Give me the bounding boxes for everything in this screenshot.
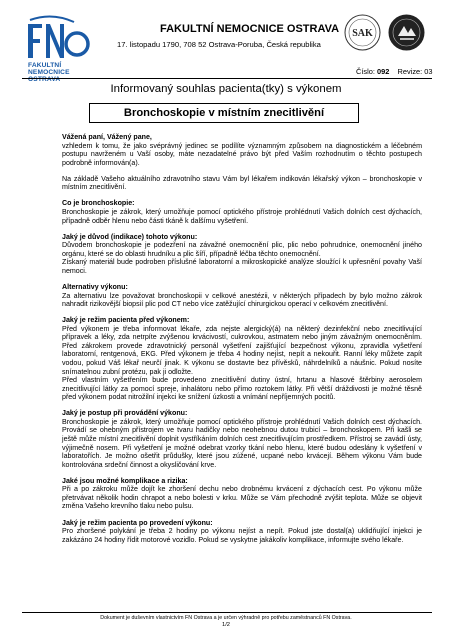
document-body xyxy=(62,133,422,552)
section-text: Za alternativu lze považovat bronchoskopii v celkové anestézii, v některých případech by bylo možno zákrok nahradit rizikovější biopsií plic pod CT nebo více zatěžující chirurgickou operací v celkovém znecitlivění. xyxy=(62,291,422,309)
section-text: Pro zhoršené polykání je třeba 2 hodiny po výkonu nejíst a nepít. Pokud jste dostal(a) uklidňující injekci je zakázáno 24 hodiny řídit motorové vozidlo. Pokud se vyskytne jakákoliv komplikace, informujte svého lékaře. xyxy=(62,527,422,544)
procedure-title: Bronchoskopie v místním znecitlivění xyxy=(89,103,359,123)
revision-value: 03 xyxy=(424,67,433,76)
hospital-address: 17. listopadu 1790, 708 52 Ostrava-Poruba, Česká republika xyxy=(117,40,321,49)
section-text: Při a po zákroku může dojít ke zhoršení dechu nebo drobnému krvácení z dýchacích cest. Po výkonu může přetrvávat několik hodin chrapot a nebo bolesti v krku. Může se Vám přechodně zvýšit teplota. Může se objevit změna Vašeho krevního tlaku nebo pulsu. xyxy=(62,485,422,511)
page-title: Informovaný souhlas pacienta(tky) s výkonem xyxy=(110,83,342,95)
sak-seal-icon xyxy=(344,14,381,51)
section-heading: Jaký je důvod (indikace) tohoto výkonu: xyxy=(62,232,198,241)
number-label: Číslo: xyxy=(356,67,375,76)
sak-seal-label: SAK xyxy=(352,28,373,39)
section-heading: Jaký je režim pacienta před výkonem: xyxy=(62,316,190,325)
section-heading: Jaké jsou možné komplikace a rizika: xyxy=(62,476,188,485)
section-heading: Co je bronchoskopie: xyxy=(62,199,135,208)
logo-text-line: OSTRAVA xyxy=(28,76,61,84)
reason-section xyxy=(62,233,422,276)
intro-paragraph: Na základě Vašeho aktuálního zdravotního stavu Vám byl lékařem indikován lékařský výkon – bronchoskopie v místním znecitlivění. xyxy=(62,174,422,192)
document-number xyxy=(356,67,432,76)
section-text: Důvodem bronchoskopie je podezření na závažné onemocnění plic, plic nebo pohrudnice, onemocnění jiného orgánu, které se do oblasti hrudníku a plic šíří, případně léčba těchto onemocnění. xyxy=(62,241,422,258)
fno-logo-mark xyxy=(22,14,102,62)
before-section xyxy=(62,316,422,401)
section-text: Bronchoskopie je zákrok, který umožňuje pomocí optického přístroje prohlédnutí Vašich dolních cest dýchacích. Provádí se ohebným přístrojem ve tvaru hadičky nebo neohebnou dutou trubicí – bronchoskopem. Při kašli se ještě může místní znecitlivění doplnit vystříkáním dolních cest znecitlivujícím prostředkem. Přístroj se zavádí ústy, výjimečně nosem. Při vyšetření je možné odebrat vzorky tkání nebo hlenu, které budou odeslány k vyšetření v laboratořích. Je možno ošetřit průdušky, které jsou zúžené, ucpané nebo krvácejí. Během výkonu Vám bude kontrolována srdeční činnost a okysličování krve. xyxy=(62,417,422,469)
procedure-section xyxy=(62,409,422,469)
what-section xyxy=(62,199,422,225)
iso-seal-icon xyxy=(388,14,425,51)
section-heading: Vážená paní, Vážený pane, xyxy=(62,133,152,141)
section-text: Před výkonem je třeba informovat lékaře, zda nejste alergický(á) na některý dezinfekční nebo znecitlivující přípravek a léky, zda netrpíte zvýšenou krvácivostí, cukrovkou, astmatem nebo jiným závažným onemocněním. Před zákrokem provede zdravotnický personál vyšetření zajišťující bezpečnost výkonu, zpravidla vyšetření laboratorní, rentgenová, EKG. Před výkonem je třeba 4 hodiny nejíst, nepít a nekouřit. Ranní léky můžete zapít vodou, pokud Váš lékař neurčí jinak. K výkonu se dostavte bez přívěsků, náhrdelníků a náušnic. Pokud nosíte snímatelnou zubní protézu, pak ji odložte. xyxy=(62,324,422,376)
revision-label: Revize: xyxy=(397,67,423,76)
footer-note: Dokument je duševním vlastnictvím FN Ostrava a je určen výhradně pro potřebu zaměstnanců FN Ostrava. xyxy=(100,615,352,621)
section-text: Bronchoskopie je zákrok, který umožňuje pomocí optického přístroje prohlédnutí Vašich dolních cest dýchacích, případně odběr hlenu nebo části tkáně k dalšímu vyšetření. xyxy=(62,208,422,225)
number-value: 092 xyxy=(376,67,390,76)
footer-divider xyxy=(22,612,432,613)
logo-text xyxy=(28,62,70,84)
complications-section xyxy=(62,477,422,511)
after-section xyxy=(62,519,422,545)
section-text: Získaný materiál bude podroben příslušné laboratorní a mikroskopické analýze sloužící k upřesnění povahy Vaší nemoci. xyxy=(62,258,422,275)
section-heading: Alternativy výkonu: xyxy=(62,283,128,292)
section-heading: Jaký je režim pacienta po provedení výkonu: xyxy=(62,518,213,527)
logo-text-line: FAKULTNÍ xyxy=(28,62,62,69)
alternative-section xyxy=(62,283,422,309)
section-text: vzhledem k tomu, že jako svéprávný jedinec se podílíte významným způsobem na diagnostickém a léčebném postupu navrženém u Vaší osoby, máte nezadatelné právo být před Vaším rozhodnutím o těchto postupech podrobně informován(a). xyxy=(62,141,422,167)
page-number: 1/2 xyxy=(221,622,231,628)
section-text: Před vlastním vyšetřením bude provedeno znecitlivění dutiny ústní, hrtanu a hlasové štěrbiny aerosolem znecitlivující látky za pomocí spreje, inhalátoru nebo přímo roztokem látky. Při větší dráždivosti je možné těsně před výkonem podat nitrožilní injekci ke snížení úzkosti a vnímání nepříjemných pocitů. xyxy=(62,376,422,402)
header-divider xyxy=(22,78,432,79)
section-heading: Jaký je postup při provádění výkonu: xyxy=(62,409,188,418)
greeting-paragraph xyxy=(62,133,422,167)
hospital-name: FAKULTNÍ NEMOCNICE OSTRAVA xyxy=(160,23,340,35)
logo-text-line: NEMOCNICE xyxy=(28,69,70,77)
